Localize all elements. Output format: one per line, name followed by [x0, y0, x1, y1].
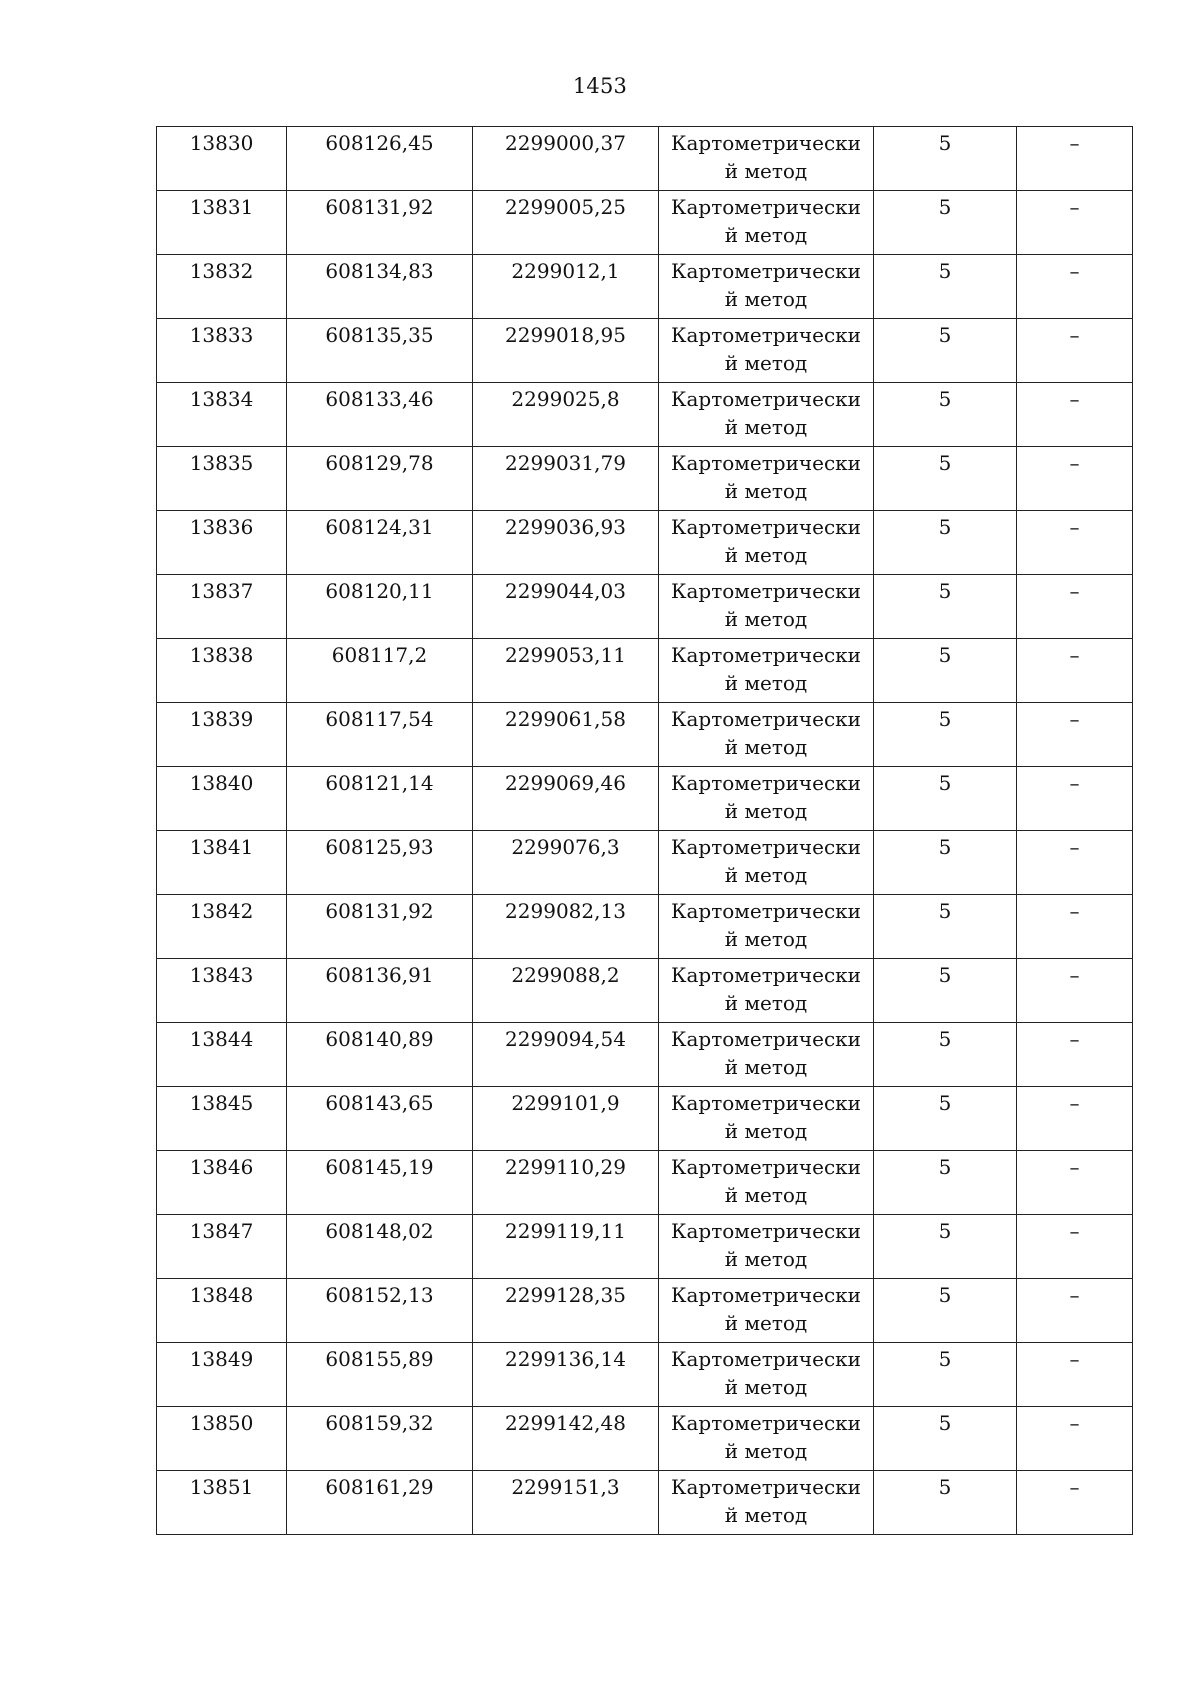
- note-cell-text: –: [1069, 1091, 1080, 1115]
- point-number-cell: [157, 703, 287, 767]
- method-cell: [659, 639, 874, 703]
- table-row: [157, 831, 1133, 895]
- point-number-cell-text: 13848: [189, 1283, 254, 1307]
- x-coordinate-cell: [287, 767, 473, 831]
- accuracy-cell-text: 5: [938, 1155, 952, 1179]
- accuracy-cell-text: 5: [938, 707, 952, 731]
- x-coordinate-cell: [287, 895, 473, 959]
- point-number-cell-text: 13844: [189, 1027, 254, 1051]
- method-cell: [659, 1471, 874, 1535]
- method-cell: [659, 1279, 874, 1343]
- x-coordinate-cell-text: 608140,89: [325, 1027, 434, 1051]
- method-cell: [659, 959, 874, 1023]
- note-cell: [1017, 1471, 1133, 1535]
- y-coordinate-cell-text: 2299101,9: [511, 1091, 620, 1115]
- x-coordinate-cell: [287, 1215, 473, 1279]
- method-cell: [659, 767, 874, 831]
- x-coordinate-cell-text: 608124,31: [325, 515, 434, 539]
- note-cell: [1017, 703, 1133, 767]
- y-coordinate-cell-text: 2299036,93: [505, 515, 626, 539]
- accuracy-cell-text: 5: [938, 195, 952, 219]
- accuracy-cell: [874, 575, 1017, 639]
- x-coordinate-cell: [287, 959, 473, 1023]
- y-coordinate-cell-text: 2299053,11: [505, 643, 626, 667]
- accuracy-cell: [874, 703, 1017, 767]
- x-coordinate-cell-text: 608126,45: [325, 131, 434, 155]
- y-coordinate-cell: [473, 1407, 659, 1471]
- method-cell-text: Картометрический метод: [671, 963, 861, 1015]
- y-coordinate-cell-text: 2299005,25: [505, 195, 626, 219]
- point-number-cell: [157, 1087, 287, 1151]
- point-number-cell-text: 13837: [189, 579, 254, 603]
- table-row: [157, 511, 1133, 575]
- x-coordinate-cell-text: 608152,13: [325, 1283, 434, 1307]
- y-coordinate-cell: [473, 255, 659, 319]
- x-coordinate-cell-text: 608133,46: [325, 387, 434, 411]
- note-cell: [1017, 1407, 1133, 1471]
- x-coordinate-cell-text: 608155,89: [325, 1347, 434, 1371]
- table-row: [157, 1023, 1133, 1087]
- y-coordinate-cell: [473, 639, 659, 703]
- point-number-cell-text: 13834: [189, 387, 254, 411]
- x-coordinate-cell: [287, 1471, 473, 1535]
- x-coordinate-cell: [287, 1023, 473, 1087]
- method-cell-text: Картометрический метод: [671, 579, 861, 631]
- note-cell: [1017, 447, 1133, 511]
- note-cell: [1017, 1279, 1133, 1343]
- note-cell-text: –: [1069, 1475, 1080, 1499]
- accuracy-cell: [874, 447, 1017, 511]
- accuracy-cell-text: 5: [938, 451, 952, 475]
- point-number-cell-text: 13845: [189, 1091, 254, 1115]
- point-number-cell: [157, 319, 287, 383]
- point-number-cell-text: 13846: [189, 1155, 254, 1179]
- method-cell-text: Картометрический метод: [671, 899, 861, 951]
- note-cell-text: –: [1069, 963, 1080, 987]
- point-number-cell: [157, 1343, 287, 1407]
- x-coordinate-cell: [287, 511, 473, 575]
- note-cell: [1017, 319, 1133, 383]
- y-coordinate-cell: [473, 767, 659, 831]
- point-number-cell: [157, 1215, 287, 1279]
- point-number-cell: [157, 447, 287, 511]
- point-number-cell-text: 13851: [189, 1475, 254, 1499]
- point-number-cell-text: 13843: [189, 963, 254, 987]
- method-cell-text: Картометрический метод: [671, 1283, 861, 1335]
- x-coordinate-cell-text: 608135,35: [325, 323, 434, 347]
- accuracy-cell-text: 5: [938, 131, 952, 155]
- method-cell: [659, 1023, 874, 1087]
- point-number-cell-text: 13842: [189, 899, 254, 923]
- x-coordinate-cell: [287, 831, 473, 895]
- point-number-cell-text: 13833: [189, 323, 254, 347]
- y-coordinate-cell-text: 2299076,3: [511, 835, 620, 859]
- y-coordinate-cell: [473, 319, 659, 383]
- x-coordinate-cell-text: 608120,11: [325, 579, 434, 603]
- note-cell: [1017, 831, 1133, 895]
- accuracy-cell-text: 5: [938, 1283, 952, 1307]
- table-row: [157, 703, 1133, 767]
- method-cell: [659, 1215, 874, 1279]
- method-cell-text: Картометрический метод: [671, 1027, 861, 1079]
- method-cell: [659, 383, 874, 447]
- accuracy-cell-text: 5: [938, 1027, 952, 1051]
- point-number-cell-text: 13836: [189, 515, 254, 539]
- note-cell: [1017, 1215, 1133, 1279]
- x-coordinate-cell-text: 608131,92: [325, 899, 434, 923]
- point-number-cell: [157, 383, 287, 447]
- accuracy-cell: [874, 1471, 1017, 1535]
- x-coordinate-cell: [287, 127, 473, 191]
- y-coordinate-cell: [473, 127, 659, 191]
- method-cell: [659, 831, 874, 895]
- accuracy-cell-text: 5: [938, 387, 952, 411]
- accuracy-cell-text: 5: [938, 963, 952, 987]
- method-cell: [659, 255, 874, 319]
- x-coordinate-cell: [287, 383, 473, 447]
- point-number-cell: [157, 1023, 287, 1087]
- accuracy-cell: [874, 831, 1017, 895]
- accuracy-cell: [874, 959, 1017, 1023]
- method-cell-text: Картометрический метод: [671, 835, 861, 887]
- y-coordinate-cell: [473, 191, 659, 255]
- note-cell: [1017, 1343, 1133, 1407]
- x-coordinate-cell: [287, 1343, 473, 1407]
- y-coordinate-cell-text: 2299061,58: [505, 707, 626, 731]
- note-cell-text: –: [1069, 707, 1080, 731]
- accuracy-cell: [874, 255, 1017, 319]
- note-cell: [1017, 1087, 1133, 1151]
- note-cell-text: –: [1069, 643, 1080, 667]
- accuracy-cell-text: 5: [938, 1091, 952, 1115]
- method-cell-text: Картометрический метод: [671, 1155, 861, 1207]
- table-row: [157, 1151, 1133, 1215]
- method-cell: [659, 1343, 874, 1407]
- x-coordinate-cell-text: 608161,29: [325, 1475, 434, 1499]
- note-cell: [1017, 959, 1133, 1023]
- x-coordinate-cell-text: 608117,2: [331, 643, 428, 667]
- note-cell-text: –: [1069, 1411, 1080, 1435]
- accuracy-cell: [874, 1023, 1017, 1087]
- accuracy-cell: [874, 1343, 1017, 1407]
- accuracy-cell-text: 5: [938, 1475, 952, 1499]
- point-number-cell-text: 13830: [189, 131, 254, 155]
- method-cell: [659, 1087, 874, 1151]
- note-cell: [1017, 191, 1133, 255]
- point-number-cell: [157, 1407, 287, 1471]
- accuracy-cell: [874, 319, 1017, 383]
- y-coordinate-cell: [473, 511, 659, 575]
- table-row: [157, 639, 1133, 703]
- point-number-cell: [157, 191, 287, 255]
- coordinates-table-body: [157, 127, 1133, 1535]
- method-cell: [659, 1151, 874, 1215]
- table-row: [157, 127, 1133, 191]
- note-cell-text: –: [1069, 579, 1080, 603]
- method-cell: [659, 447, 874, 511]
- x-coordinate-cell-text: 608136,91: [325, 963, 434, 987]
- point-number-cell-text: 13841: [189, 835, 254, 859]
- accuracy-cell-text: 5: [938, 1411, 952, 1435]
- method-cell-text: Картометрический метод: [671, 259, 861, 311]
- x-coordinate-cell: [287, 255, 473, 319]
- point-number-cell: [157, 127, 287, 191]
- y-coordinate-cell: [473, 383, 659, 447]
- note-cell: [1017, 1023, 1133, 1087]
- table-row: [157, 447, 1133, 511]
- point-number-cell: [157, 767, 287, 831]
- accuracy-cell-text: 5: [938, 835, 952, 859]
- note-cell-text: –: [1069, 451, 1080, 475]
- note-cell: [1017, 1151, 1133, 1215]
- y-coordinate-cell-text: 2299142,48: [505, 1411, 626, 1435]
- note-cell: [1017, 767, 1133, 831]
- accuracy-cell: [874, 191, 1017, 255]
- point-number-cell-text: 13832: [189, 259, 254, 283]
- point-number-cell: [157, 831, 287, 895]
- accuracy-cell-text: 5: [938, 259, 952, 283]
- y-coordinate-cell: [473, 575, 659, 639]
- x-coordinate-cell-text: 608125,93: [325, 835, 434, 859]
- y-coordinate-cell: [473, 1151, 659, 1215]
- table-row: [157, 895, 1133, 959]
- y-coordinate-cell-text: 2299025,8: [511, 387, 620, 411]
- point-number-cell: [157, 895, 287, 959]
- x-coordinate-cell: [287, 1279, 473, 1343]
- y-coordinate-cell: [473, 703, 659, 767]
- x-coordinate-cell-text: 608117,54: [325, 707, 434, 731]
- y-coordinate-cell: [473, 1471, 659, 1535]
- note-cell-text: –: [1069, 259, 1080, 283]
- y-coordinate-cell-text: 2299094,54: [505, 1027, 626, 1051]
- table-row: [157, 383, 1133, 447]
- table-row: [157, 1407, 1133, 1471]
- y-coordinate-cell-text: 2299031,79: [505, 451, 626, 475]
- table-row: [157, 1087, 1133, 1151]
- method-cell-text: Картометрический метод: [671, 1091, 861, 1143]
- note-cell: [1017, 511, 1133, 575]
- note-cell-text: –: [1069, 131, 1080, 155]
- accuracy-cell: [874, 511, 1017, 575]
- accuracy-cell-text: 5: [938, 323, 952, 347]
- table-row: [157, 959, 1133, 1023]
- point-number-cell-text: 13849: [189, 1347, 254, 1371]
- table-row: [157, 1215, 1133, 1279]
- method-cell-text: Картометрический метод: [671, 1347, 861, 1399]
- accuracy-cell: [874, 1279, 1017, 1343]
- table-row: [157, 1279, 1133, 1343]
- method-cell: [659, 319, 874, 383]
- x-coordinate-cell-text: 608148,02: [325, 1219, 434, 1243]
- point-number-cell-text: 13831: [189, 195, 254, 219]
- page-number: 1453: [572, 74, 628, 98]
- y-coordinate-cell: [473, 1087, 659, 1151]
- note-cell-text: –: [1069, 1027, 1080, 1051]
- y-coordinate-cell-text: 2299012,1: [511, 259, 620, 283]
- y-coordinate-cell-text: 2299018,95: [505, 323, 626, 347]
- table-row: [157, 1471, 1133, 1535]
- note-cell-text: –: [1069, 1155, 1080, 1179]
- table-row: [157, 575, 1133, 639]
- x-coordinate-cell: [287, 639, 473, 703]
- method-cell: [659, 127, 874, 191]
- y-coordinate-cell-text: 2299151,3: [511, 1475, 620, 1499]
- method-cell-text: Картометрический метод: [671, 707, 861, 759]
- note-cell-text: –: [1069, 515, 1080, 539]
- point-number-cell-text: 13839: [189, 707, 254, 731]
- x-coordinate-cell-text: 608143,65: [325, 1091, 434, 1115]
- accuracy-cell-text: 5: [938, 579, 952, 603]
- accuracy-cell-text: 5: [938, 771, 952, 795]
- y-coordinate-cell: [473, 959, 659, 1023]
- y-coordinate-cell-text: 2299069,46: [505, 771, 626, 795]
- point-number-cell-text: 13840: [189, 771, 254, 795]
- x-coordinate-cell-text: 608129,78: [325, 451, 434, 475]
- method-cell-text: Картометрический метод: [671, 771, 861, 823]
- point-number-cell: [157, 1471, 287, 1535]
- x-coordinate-cell: [287, 1151, 473, 1215]
- accuracy-cell-text: 5: [938, 1219, 952, 1243]
- accuracy-cell: [874, 1087, 1017, 1151]
- method-cell-text: Картометрический метод: [671, 643, 861, 695]
- method-cell-text: Картометрический метод: [671, 323, 861, 375]
- point-number-cell-text: 13850: [189, 1411, 254, 1435]
- note-cell: [1017, 639, 1133, 703]
- y-coordinate-cell: [473, 1023, 659, 1087]
- table-row: [157, 767, 1133, 831]
- note-cell-text: –: [1069, 1283, 1080, 1307]
- x-coordinate-cell-text: 608134,83: [325, 259, 434, 283]
- y-coordinate-cell-text: 2299119,11: [505, 1219, 626, 1243]
- note-cell-text: –: [1069, 1347, 1080, 1371]
- method-cell: [659, 191, 874, 255]
- note-cell: [1017, 383, 1133, 447]
- point-number-cell-text: 13838: [189, 643, 254, 667]
- accuracy-cell-text: 5: [938, 515, 952, 539]
- point-number-cell-text: 13835: [189, 451, 254, 475]
- y-coordinate-cell: [473, 1215, 659, 1279]
- accuracy-cell-text: 5: [938, 899, 952, 923]
- x-coordinate-cell: [287, 703, 473, 767]
- method-cell: [659, 1407, 874, 1471]
- note-cell-text: –: [1069, 387, 1080, 411]
- accuracy-cell: [874, 1407, 1017, 1471]
- note-cell-text: –: [1069, 771, 1080, 795]
- method-cell-text: Картометрический метод: [671, 195, 861, 247]
- point-number-cell-text: 13847: [189, 1219, 254, 1243]
- method-cell-text: Картометрический метод: [671, 515, 861, 567]
- method-cell-text: Картометрический метод: [671, 451, 861, 503]
- accuracy-cell: [874, 895, 1017, 959]
- x-coordinate-cell-text: 608121,14: [325, 771, 434, 795]
- accuracy-cell: [874, 767, 1017, 831]
- note-cell-text: –: [1069, 899, 1080, 923]
- method-cell-text: Картометрический метод: [671, 131, 861, 183]
- x-coordinate-cell-text: 608131,92: [325, 195, 434, 219]
- y-coordinate-cell-text: 2299082,13: [505, 899, 626, 923]
- y-coordinate-cell-text: 2299088,2: [511, 963, 620, 987]
- x-coordinate-cell: [287, 575, 473, 639]
- x-coordinate-cell: [287, 191, 473, 255]
- x-coordinate-cell-text: 608159,32: [325, 1411, 434, 1435]
- point-number-cell: [157, 511, 287, 575]
- x-coordinate-cell: [287, 1087, 473, 1151]
- x-coordinate-cell: [287, 319, 473, 383]
- y-coordinate-cell-text: 2299128,35: [505, 1283, 626, 1307]
- note-cell: [1017, 895, 1133, 959]
- table-row: [157, 1343, 1133, 1407]
- method-cell: [659, 895, 874, 959]
- y-coordinate-cell: [473, 895, 659, 959]
- accuracy-cell: [874, 127, 1017, 191]
- point-number-cell: [157, 575, 287, 639]
- table-row: [157, 319, 1133, 383]
- accuracy-cell: [874, 383, 1017, 447]
- note-cell-text: –: [1069, 195, 1080, 219]
- note-cell: [1017, 255, 1133, 319]
- y-coordinate-cell: [473, 1343, 659, 1407]
- method-cell-text: Картометрический метод: [671, 1475, 861, 1527]
- point-number-cell: [157, 255, 287, 319]
- point-number-cell: [157, 1279, 287, 1343]
- coordinates-table: [156, 126, 1133, 1535]
- method-cell: [659, 575, 874, 639]
- y-coordinate-cell-text: 2299136,14: [505, 1347, 626, 1371]
- accuracy-cell-text: 5: [938, 1347, 952, 1371]
- y-coordinate-cell-text: 2299044,03: [505, 579, 626, 603]
- note-cell: [1017, 127, 1133, 191]
- x-coordinate-cell: [287, 1407, 473, 1471]
- accuracy-cell: [874, 1151, 1017, 1215]
- table-row: [157, 191, 1133, 255]
- method-cell-text: Картометрический метод: [671, 1411, 861, 1463]
- accuracy-cell: [874, 1215, 1017, 1279]
- y-coordinate-cell: [473, 1279, 659, 1343]
- method-cell-text: Картометрический метод: [671, 1219, 861, 1271]
- note-cell-text: –: [1069, 1219, 1080, 1243]
- accuracy-cell: [874, 639, 1017, 703]
- method-cell-text: Картометрический метод: [671, 387, 861, 439]
- accuracy-cell-text: 5: [938, 643, 952, 667]
- y-coordinate-cell-text: 2299110,29: [505, 1155, 626, 1179]
- x-coordinate-cell: [287, 447, 473, 511]
- point-number-cell: [157, 959, 287, 1023]
- point-number-cell: [157, 1151, 287, 1215]
- table-row: [157, 255, 1133, 319]
- x-coordinate-cell-text: 608145,19: [325, 1155, 434, 1179]
- note-cell: [1017, 575, 1133, 639]
- y-coordinate-cell-text: 2299000,37: [505, 131, 626, 155]
- method-cell: [659, 703, 874, 767]
- method-cell: [659, 511, 874, 575]
- y-coordinate-cell: [473, 831, 659, 895]
- y-coordinate-cell: [473, 447, 659, 511]
- note-cell-text: –: [1069, 835, 1080, 859]
- point-number-cell: [157, 639, 287, 703]
- note-cell-text: –: [1069, 323, 1080, 347]
